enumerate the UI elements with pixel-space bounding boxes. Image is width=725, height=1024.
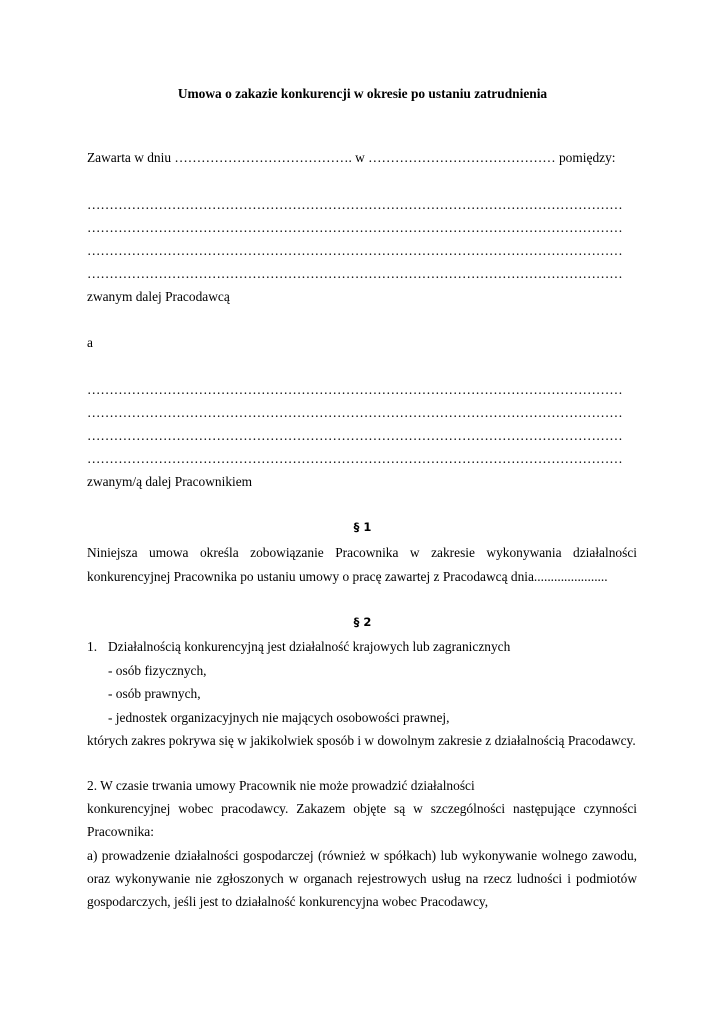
employee-dotted-line: ………………………………………………………………………………………………………… [87,428,623,443]
bullet-item: - osób prawnych, [108,686,201,701]
employer-label: zwanym dalej Pracodawcą [87,289,230,304]
item2a-line: oraz wykonywanie nie zgłoszonych w organach rejestrowych usług na rzecz ludności i podmiotów [87,871,637,886]
item2a-line: gospodarczych, jeśli jest to działalność konkurencyjna wobec Pracodawcy, [87,894,489,909]
document-title: Umowa o zakazie konkurencji w okresie po ustaniu zatrudnienia [177,86,548,101]
section1-line: Niniejsza umowa określa zobowiązanie Pracownika w zakresie wykonywania działalności [87,545,637,560]
employee-dotted-line: ………………………………………………………………………………………………………… [87,451,623,466]
and-word: a [87,335,93,350]
employer-dotted-line: ………………………………………………………………………………………………………… [87,197,623,212]
section1-line: konkurencyjnej Pracownika po ustaniu umowy o pracę zawartej z Pracodawcą dnia...................... [87,569,608,584]
item2-line: Pracownika: [87,824,154,839]
employer-dotted-line: ………………………………………………………………………………………………………… [87,220,623,235]
bullet-item: - jednostek organizacyjnych nie mających osobowości prawnej, [108,710,450,725]
section2-heading: § 2 [353,615,372,629]
item1-number: 1. [87,639,98,654]
item2-line: konkurencyjnej wobec pracodawcy. Zakazem objęte są w szczególności następujące czynności [87,801,637,816]
employee-label: zwanym/ą dalej Pracownikiem [87,474,253,489]
item2a-line: a) prowadzenie działalności gospodarczej (również w spółkach) lub wykonywanie wolnego zawodu, [87,848,637,863]
employee-dotted-line: ………………………………………………………………………………………………………… [87,382,623,397]
item2-line: 2. W czasie trwania umowy Pracownik nie może prowadzić działalności [87,778,475,793]
item1-text: Działalnością konkurencyjną jest działalność krajowych lub zagranicznych [108,639,511,654]
employer-dotted-line: ………………………………………………………………………………………………………… [87,243,623,258]
bullet-item: - osób fizycznych, [108,663,207,678]
item1-tail: których zakres pokrywa się w jakikolwiek sposób i w dowolnym zakresie z działalnością Pracodawcy. [87,733,636,748]
employer-dotted-line: ………………………………………………………………………………………………………… [87,266,623,281]
section1-heading: § 1 [353,520,372,534]
employee-dotted-line: ………………………………………………………………………………………………………… [87,405,623,420]
intro-line: Zawarta w dniu …………………………………. w …………………………………… pomiędzy: [87,150,616,165]
